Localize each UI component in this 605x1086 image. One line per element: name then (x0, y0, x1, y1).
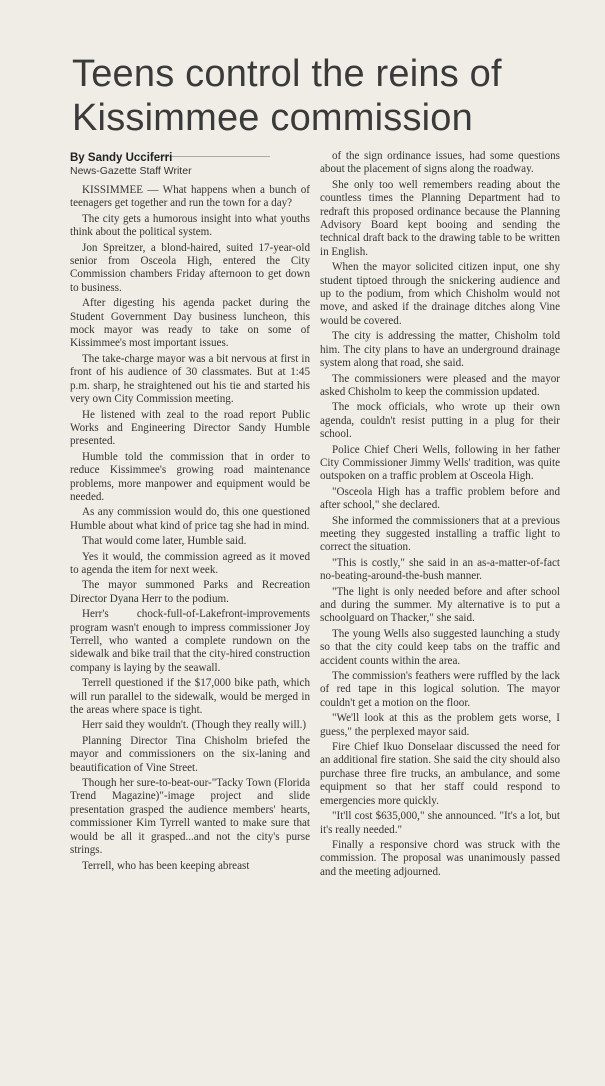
article-paragraph: The mock officials, who wrote up their own agenda, couldn't resist putting in a plug for their school. (320, 401, 560, 441)
left-column-body (70, 184, 310, 873)
article-paragraph: Herr said they wouldn't. (Though they really will.) (82, 719, 307, 732)
article-paragraph: He listened with zeal to the road report Public Works and Engineering Director Sandy Humble presented. (70, 408, 310, 448)
article-paragraph: KISSIMMEE — What happens when a bunch of teenagers get together and run the town for a day? (70, 184, 310, 210)
headline: Teens control the reins of Kissimmee commission (72, 53, 502, 139)
byline-title: News-Gazette Staff Writer (70, 165, 192, 177)
article-paragraph: "We'll look at this as the problem gets worse, I guess," the perplexed mayor said. (320, 712, 560, 738)
byline-name: By Sandy Ucciferri (70, 152, 173, 164)
article-paragraph: Terrell, who has been keeping abreast (82, 859, 250, 872)
article-paragraph: The take-charge mayor was a bit nervous at first in front of his audience of 30 classmates. But at 1:45 p.m. sharp, he straightened out his tie and started his very own City Commission meeting. (70, 352, 310, 406)
article-paragraph: Police Chief Cheri Wells, following in her father City Commissioner Jimmy Wells' tradition, was quite outspoken on a traffic problem at Osceola High. (320, 443, 560, 483)
article-paragraph: That would come later, Humble said. (82, 535, 247, 548)
article-paragraph: Finally a responsive chord was struck with the commission. The proposal was unanimously passed and the meeting adjourned. (320, 838, 560, 878)
article-paragraph: The commissioners were pleased and the mayor asked Chisholm to keep the commission updated. (320, 372, 560, 398)
article-column-right (320, 150, 560, 881)
article-paragraph: of the sign ordinance issues, had some questions about the placement of signs along the roadway. (320, 150, 560, 176)
article-paragraph: Terrell questioned if the $17,000 bike path, which will run parallel to the sidewalk, would be merged in the areas where space is tight. (70, 677, 310, 717)
article-paragraph: The commission's feathers were ruffled by the lack of red tape in this logical solution. The mayor couldn't get a motion on the floor. (320, 670, 560, 709)
article-paragraph: After digesting his agenda packet during the Student Government Day business luncheon, this mock mayor was ready to take on some of Kissimmee's most important issues. (70, 297, 310, 350)
article-paragraph: She informed the commissioners that at a previous meeting they suggested installing a traffic light to correct the situation. (320, 514, 560, 554)
article-paragraph: "Osceola High has a traffic problem before and after school," she declared. (320, 485, 560, 512)
right-column-body (320, 150, 560, 879)
article-paragraph: Yes it would, the commission agreed as it moved to agenda the item for next week. (70, 550, 310, 576)
article-column-left (70, 152, 310, 875)
article-paragraph: When the mayor solicited citizen input, one shy student tiptoed through the snickering audience and up to the podium, from which Chisholm would not move, and asked if the drainage ditches along Vine would be covered. (320, 261, 560, 327)
article-paragraph: Humble told the commission that in order to reduce Kissimmee's growing road maintenance problems, more manpower and equipment would be needed. (70, 450, 310, 503)
article-paragraph: Jon Spreitzer, a blond-haired, suited 17-year-old senior from Osceola High, entered the City Commission chambers Friday afternoon to get down to business. (70, 241, 310, 294)
article-paragraph: "This is costly," she said in an as-a-matter-of-fact no-beating-around-the-bush manner. (320, 556, 560, 583)
article-paragraph: "It'll cost $635,000," she announced. "It's a lot, but it's really needed." (320, 810, 560, 836)
article-paragraph: The young Wells also suggested launching a study so that the city could keep tabs on the traffic and accident counts within the area. (320, 627, 560, 667)
article-paragraph: As any commission would do, this one questioned Humble about what kind of price tag she had in mind. (70, 506, 310, 532)
article-paragraph: Fire Chief Ikuo Donselaar discussed the need for an additional fire station. She said the city should also purchase three fire trucks, an ambulance, and some equipment so that her staff could respond to emergencies more quickly. (320, 741, 560, 807)
article-paragraph: The city is addressing the matter, Chisholm told him. The city plans to have an underground drainage system along that road, she said. (320, 330, 560, 370)
article-paragraph: Herr's chock-full-of-Lakefront-improvements program wasn't enough to impress commissioner Joy Terrell, who wanted a complete rundown on the sidewalk and bike trail that the city-hired construction company is laying by the seawall. (70, 608, 310, 674)
article-paragraph: Planning Director Tina Chisholm briefed the mayor and commissioners on the six-laning and beautification of Vine Street. (70, 734, 310, 774)
article-paragraph: The mayor summoned Parks and Recreation Director Dyana Herr to the podium. (70, 579, 310, 605)
article-paragraph: The city gets a humorous insight into what youths think about the political system. (70, 212, 310, 239)
article-paragraph: Though her sure-to-beat-our-"Tacky Town (Florida Trend Magazine)"-image project and slide presentation grasped the audience members' hearts, commissioner Kim Tyrrell wanted to make sure that would be all it grasped...and not the city's purse strings. (70, 777, 310, 857)
article-paragraph: She only too well remembers reading about the countless times the Planning Department had to redraft this proposed ordinance because the Planning Advisory Board kept booing and sending the technical draft back to the drawing table to be written in English. (320, 178, 560, 258)
article-paragraph: "The light is only needed before and after school and during the summer. My alternative is to put a schoolguard on Thacker," she said. (320, 585, 560, 625)
